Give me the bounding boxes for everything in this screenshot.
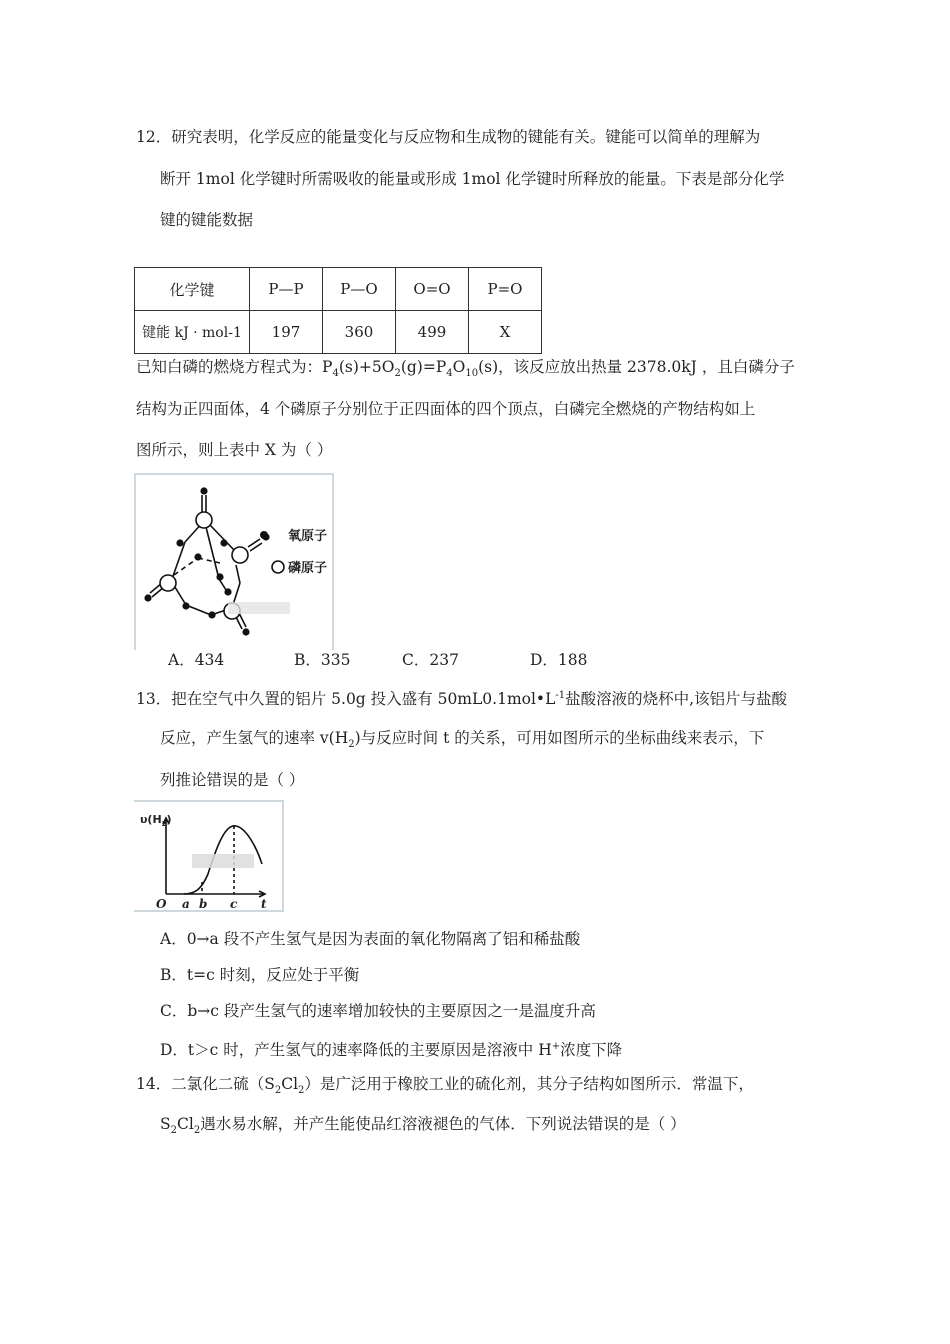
q12-line6: 图所示，则上表中 X 为（ ）: [136, 441, 333, 459]
q13-line3: 列推论错误的是（ ）: [160, 771, 305, 789]
tick-b: b: [199, 897, 208, 911]
q13-line2: 反应，产生氢气的速率 $v(H_2)$与反应时间 t 的关系，可用如图所示的坐标曲线来表示，下: [160, 729, 765, 751]
table-cell: 197: [250, 311, 323, 354]
legend-phosphorus-label: 磷原子: [288, 561, 328, 576]
q12-option-a: A．434: [168, 651, 225, 669]
tick-c: c: [230, 897, 238, 911]
table-cell: 键能 kJ · mol-1: [135, 311, 250, 354]
q12-option-d: D．188: [530, 651, 588, 669]
q14-line2: $S_2Cl_2$遇水易水解，并产生能使品红溶液褪色的气体．下列说法错误的是（ ）: [160, 1115, 686, 1137]
table-cell: 化学键: [135, 268, 250, 311]
rate-graph-figure: [134, 800, 284, 912]
table-header-row: [135, 268, 542, 311]
graph-y-label: $\upsilon(H_2)$: [140, 813, 172, 829]
q14-line1: 14．二氯化二硫$(S_2Cl_2)$是广泛用于橡胶工业的硫化剂，其分子结构如图所示．常温下，: [136, 1075, 754, 1097]
table-cell: P—P: [250, 268, 323, 311]
table-row: [135, 311, 542, 354]
table-cell: 499: [396, 311, 469, 354]
q13-option-c: C．b→c 段产生氢气的速率增加较快的主要原因之一是温度升高: [160, 1002, 596, 1020]
q12-equation-line: 已知白磷的燃烧方程式为：$P_4(s)+5O_2(g)=P_4O_{10}(s)$，该反应放出热量 2378.0kJ ，且白磷分子: [136, 358, 795, 380]
tick-origin: O: [156, 897, 167, 911]
table-cell: P—O: [323, 268, 396, 311]
oxygen-legend-dot: [260, 531, 268, 539]
q12-line5: 结构为正四面体，4 个磷原子分别位于正四面体的四个顶点，白磷完全燃烧的产物结构如上: [136, 400, 756, 418]
q12-option-c: C．237: [402, 651, 459, 669]
table-cell: 360: [323, 311, 396, 354]
q13-line1: 13．把在空气中久置的铝片 5.0g 投入盛有 $50mL0.1mol•L^{-1}$盐酸溶液的烧杯中,该铝片与盐酸: [136, 690, 788, 709]
table-cell: O=O: [396, 268, 469, 311]
table-cell: X: [469, 311, 542, 354]
q12-line2: 断开 1mol 化学键时所需吸收的能量或形成 1mol 化学键时所释放的能量。下表是部分化学: [160, 170, 785, 188]
phosphorus-legend-circle: [272, 561, 284, 573]
q13-option-a: A．0→a 段不产生氢气是因为表面的氧化物隔离了铝和稀盐酸: [160, 930, 581, 948]
q13-option-b: B．t=c 时刻，反应处于平衡: [160, 966, 360, 984]
q12-line1: 12．研究表明，化学反应的能量变化与反应物和生成物的键能有关。键能可以简单的理解为: [136, 128, 761, 146]
legend-oxygen-label: 氧原子: [288, 529, 328, 544]
bond-energy-table: [134, 267, 542, 354]
q12-line3: 键的键能数据: [160, 211, 254, 229]
q13-option-d: D．t＞c 时，产生氢气的速率降低的主要原因是溶液中 H+浓度下降: [160, 1041, 623, 1060]
p4o10-structure-figure: [134, 473, 334, 650]
tick-a: a: [182, 897, 190, 911]
q12-option-b: B．335: [294, 651, 351, 669]
table-cell: P=O: [469, 268, 542, 311]
tick-t: t: [261, 897, 267, 911]
